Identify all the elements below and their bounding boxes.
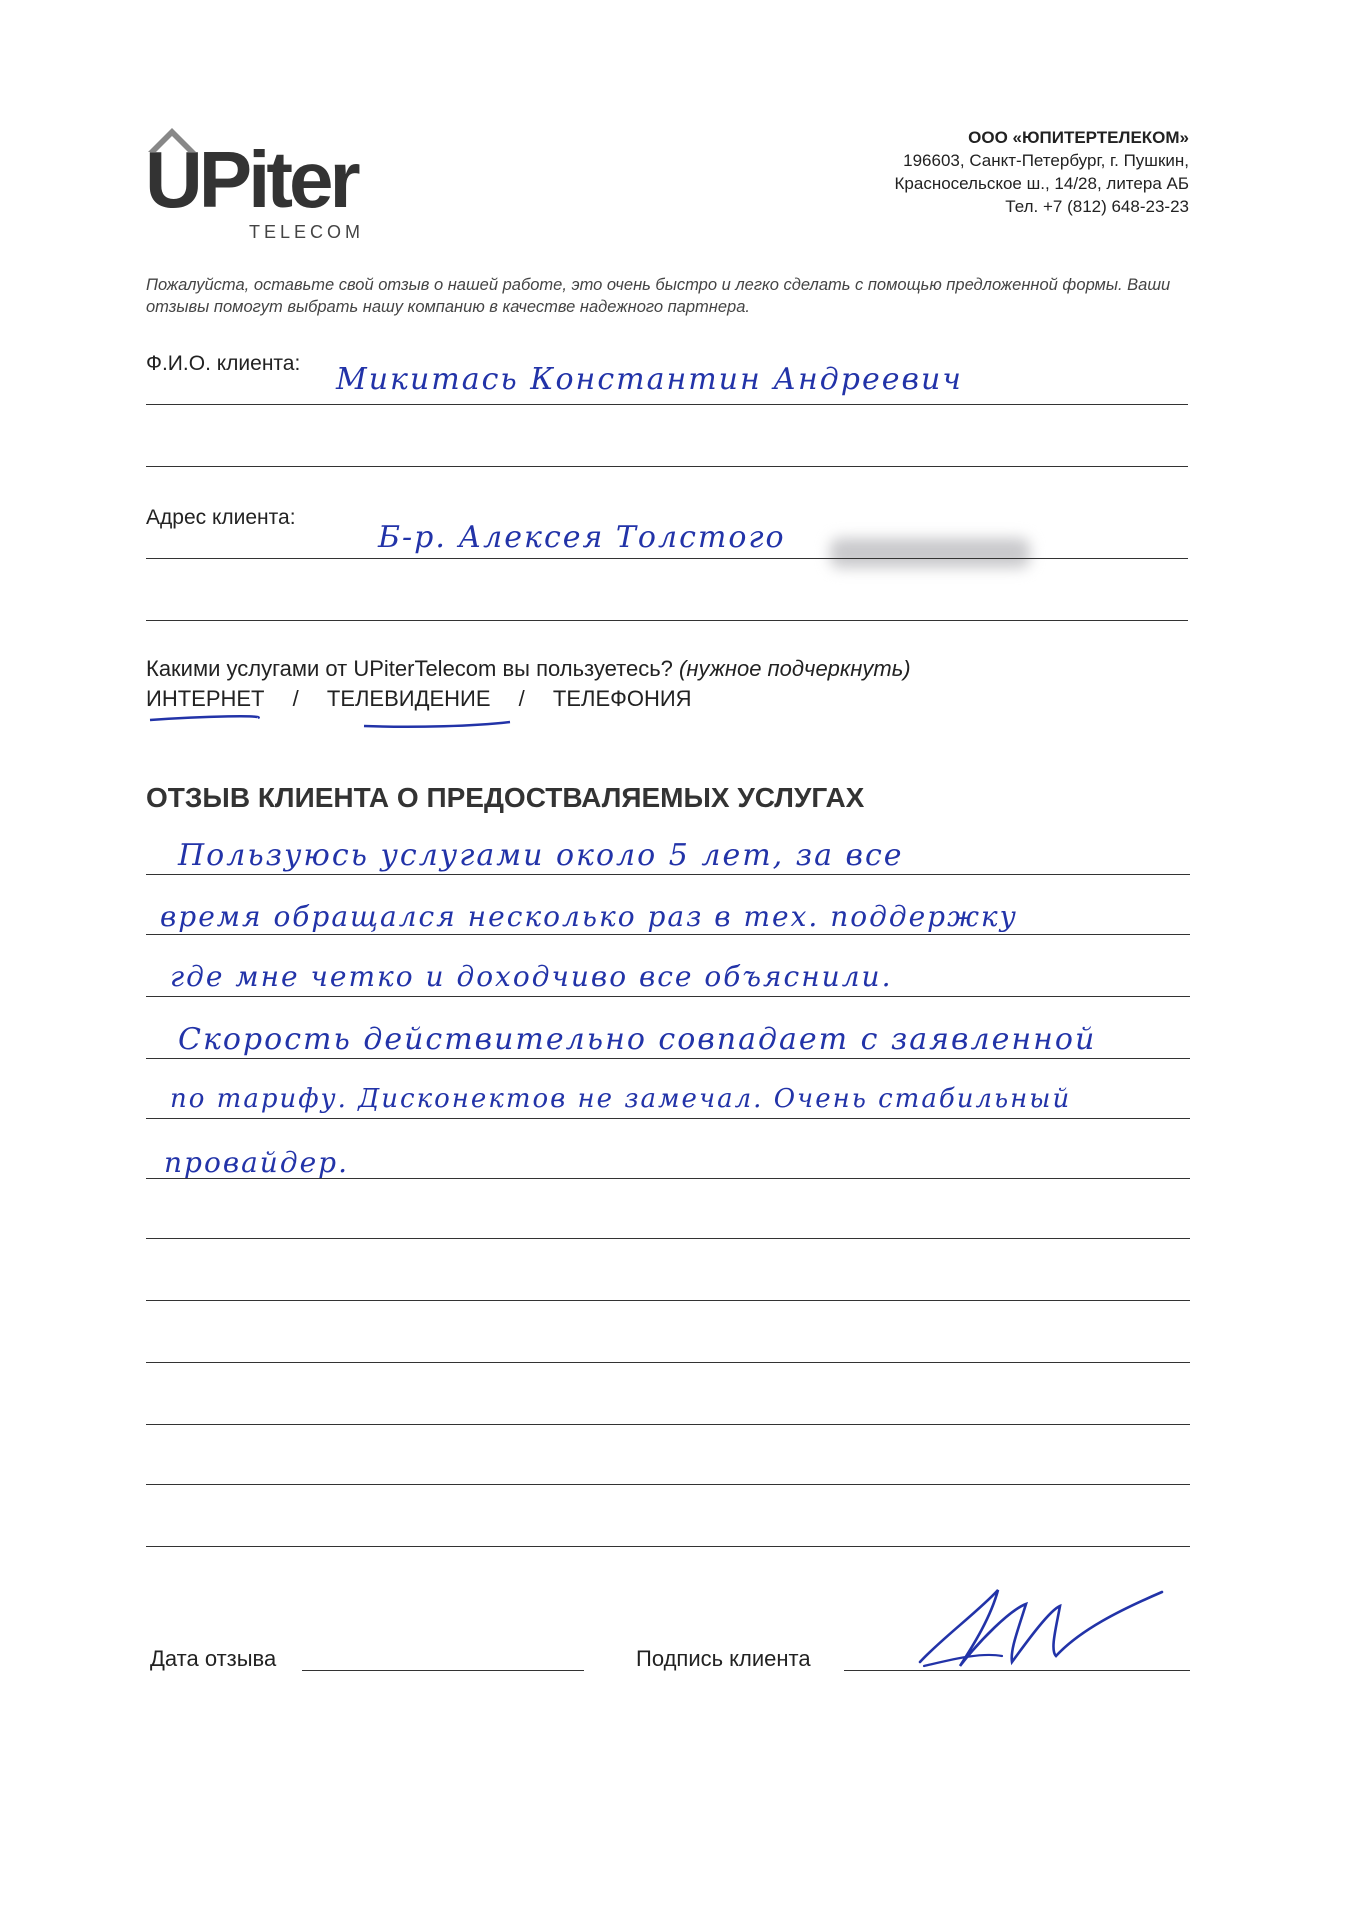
client-signature (910, 1570, 1170, 1680)
services-options (146, 686, 692, 712)
company-name: ООО «ЮПИТЕРТЕЛЕКОМ» (968, 128, 1189, 147)
address-value: Б-р. Алексея Толстого (378, 520, 786, 555)
review-rule (146, 1484, 1190, 1485)
logo-subtitle: TELECOM (249, 222, 365, 242)
address-line-2 (146, 620, 1188, 621)
redacted-house-number (830, 538, 1030, 568)
name-line (146, 404, 1188, 405)
review-rule (146, 874, 1190, 875)
services-question-text: Какими услугами от UPiterTelecom вы пользуетесь? (146, 656, 673, 681)
review-line-3: где мне четко и доходчиво все объяснили. (170, 960, 893, 993)
service-tv[interactable]: ТЕЛЕВИДЕНИЕ (326, 686, 491, 711)
service-telephony[interactable]: ТЕЛЕФОНИЯ (552, 686, 692, 711)
date-label: Дата отзыва (150, 1646, 277, 1671)
review-line-6: провайдер. (164, 1146, 349, 1179)
review-heading: ОТЗЫВ КЛИЕНТА О ПРЕДОСТВАЛЯЕМЫХ УСЛУГАХ (146, 782, 865, 813)
review-rule (146, 1546, 1190, 1547)
review-rule (146, 996, 1190, 997)
date-line (302, 1670, 584, 1671)
company-address-line1: 196603, Санкт-Петербург, г. Пушкин, (903, 151, 1189, 170)
services-note: (нужное подчеркнуть) (679, 656, 911, 681)
signature-label: Подпись клиента (636, 1646, 811, 1671)
logo-wordmark: UPiter (145, 135, 357, 224)
intro-text: Пожалуйста, оставьте свой отзыв о нашей работе, это очень быстро и легко сделать с помощью предложенной формы. Ваши отзывы помогут выбрать нашу компанию в качестве надежного партнера. (146, 276, 1171, 316)
address-line (146, 558, 1188, 559)
review-line-4: Скорость действительно совпадает с заявленной (178, 1022, 1097, 1057)
internet-underline (150, 716, 259, 720)
address-label: Адрес клиента: (146, 506, 296, 529)
company-phone: Тел. +7 (812) 648-23-23 (1005, 197, 1189, 216)
company-address-line2: Красносельское ш., 14/28, литера АБ (894, 174, 1189, 193)
name-value: Микитась Константин Андреевич (336, 362, 963, 397)
service-underlines (146, 712, 526, 732)
service-separator-2: / (518, 686, 525, 711)
review-rule (146, 1118, 1190, 1119)
review-line-5: по тарифу. Дисконектов не замечал. Очень стабильный (170, 1084, 1072, 1114)
company-info (895, 126, 1189, 218)
name-label: Ф.И.О. клиента: (146, 352, 301, 375)
review-rule (146, 1362, 1190, 1363)
review-line-2: время обращался несколько раз в тех. поддержку (160, 900, 1018, 933)
review-rule (146, 934, 1190, 935)
review-rule (146, 1058, 1190, 1059)
review-line-1: Пользуюсь услугами около 5 лет, за все (178, 838, 904, 873)
name-line-2 (146, 466, 1188, 467)
service-separator-1: / (292, 686, 299, 711)
tv-underline (364, 722, 510, 727)
review-rule (146, 1300, 1190, 1301)
review-rule (146, 1238, 1190, 1239)
company-logo (145, 122, 385, 244)
review-rule (146, 1424, 1190, 1425)
service-internet[interactable]: ИНТЕРНЕТ (146, 686, 265, 711)
services-question (146, 656, 911, 682)
